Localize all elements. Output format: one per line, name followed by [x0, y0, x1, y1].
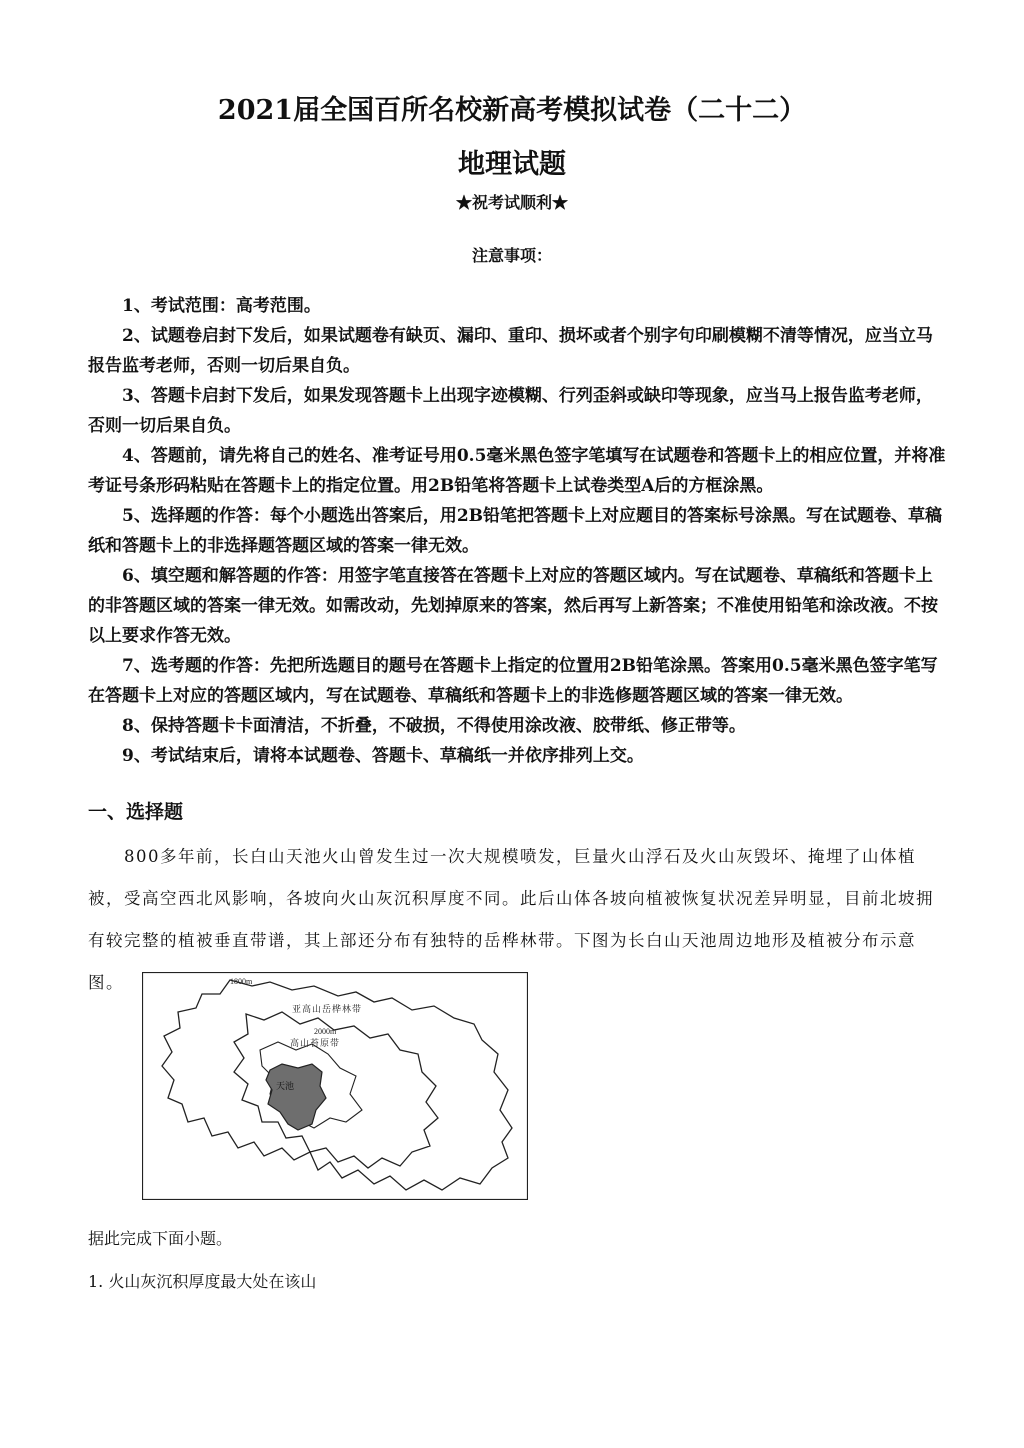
vegetation-map-figure	[142, 972, 528, 1200]
notice-item: 2、试题卷启封下发后，如果试题卷有缺页、漏印、重印、损坏或者个别字句印刷模糊不清等情况，应当立马报告监考老师，否则一切后果自负。	[88, 326, 933, 376]
exam-title: 2021届全国百所名校新高考模拟试卷（二十二）	[217, 95, 807, 126]
vegetation-map	[142, 972, 528, 1200]
notice-item: 7、选考题的作答：先把所选题目的题号在答题卡上指定的位置用2B铅笔涂黑。答案用0.5毫米黑色签字笔写在答题卡上对应的答题区域内，写在试题卷、草稿纸和答题卡上的非选修题答题区域的答案一律无效。	[88, 656, 938, 706]
notice-item: 3、答题卡启封下发后，如果发现答题卡上出现字迹模糊、行列歪斜或缺印等现象，应当马上报告监考老师，否则一切后果自负。	[88, 386, 933, 436]
notice-item: 6、填空题和解答题的作答：用签字笔直接答在答题卡上对应的答题区域内。写在试题卷、草稿纸和答题卡上的非答题区域的答案一律无效。如需改动，先划掉原来的答案，然后再写上新答案；不准使用铅笔和涂改液。不按以上要求作答无效。	[88, 566, 938, 646]
notice-item: 9、考试结束后，请将本试题卷、答题卡、草稿纸一并依序排列上交。	[122, 746, 644, 766]
instruction-line: 据此完成下面小题。	[88, 1229, 233, 1248]
notice-item: 8、保持答题卡卡面清洁，不折叠，不破损，不得使用涂改液、胶带纸、修正带等。	[122, 716, 746, 736]
label-belt-subalpine: 亚高山岳桦林带	[292, 1004, 363, 1014]
label-lake: 天池	[276, 1081, 295, 1091]
question-1: 1. 火山灰沉积厚度最大处在该山	[88, 1272, 317, 1291]
label-belt-alpine: 高山苔原带	[290, 1038, 341, 1048]
intro-paragraph: 800多年前，长白山天池火山曾发生过一次大规模喷发，巨量火山浮石及火山灰毁坏、掩埋了山体植被，受高空西北风影响，各坡向火山灰沉积厚度不同。此后山体各坡向植被恢复状况差异明显，目前北坡拥有较完整的植被垂直带谱，其上部还分布有独特的岳桦林带。下图为长白山天池周边地形及植被分布示意图。	[88, 847, 934, 992]
notice-item: 4、答题前，请先将自己的姓名、准考证号用0.5毫米黑色签字笔填写在试题卷和答题卡上的相应位置，并将准考证号条形码粘贴在答题卡上的指定位置。用2B铅笔将答题卡上试卷类型A后的方框涂黑。	[88, 446, 946, 496]
notice-item: 5、选择题的作答：每个小题选出答案后，用2B铅笔把答题卡上对应题目的答案标号涂黑。写在试题卷、草稿纸和答题卡上的非选择题答题区域的答案一律无效。	[88, 506, 943, 556]
notice-list	[88, 291, 948, 771]
notice-heading: 注意事项：	[471, 246, 552, 265]
label-1800m: 1800m	[230, 977, 253, 986]
section-title: 一、选择题	[88, 801, 184, 823]
label-2000m: 2000m	[314, 1027, 337, 1036]
wish-line: ★祝考试顺利★	[455, 193, 568, 212]
subject-title: 地理试题	[458, 149, 566, 180]
notice-item: 1、考试范围：高考范围。	[122, 296, 321, 316]
